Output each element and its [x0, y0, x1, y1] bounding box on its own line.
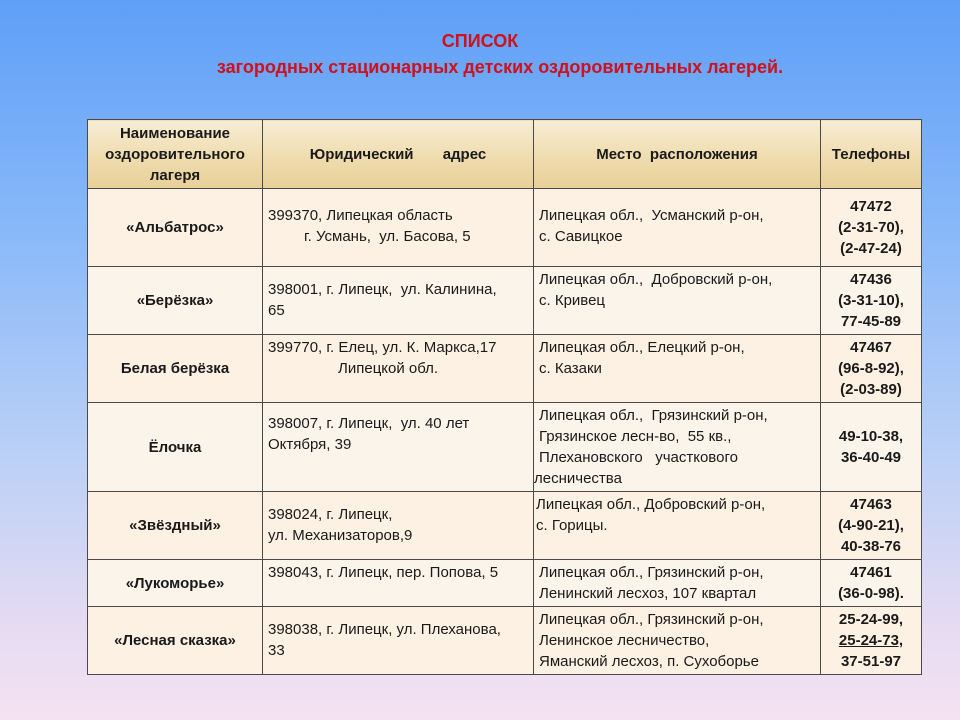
camp-phones: 49-10-38, 36-40-49: [821, 403, 922, 492]
camp-location: Липецкая обл., Усманский р-он, с. Савицкое: [534, 189, 821, 267]
header-address: Юридический адрес: [263, 120, 534, 189]
title-line-2: загородных стационарных детских оздоровительных лагерей.: [216, 57, 784, 77]
header-location: Место расположения: [534, 120, 821, 189]
table-row: [88, 560, 922, 607]
camp-name: Белая берёзка: [88, 335, 263, 403]
table-row: [88, 492, 922, 560]
camp-name: «Звёздный»: [88, 492, 263, 560]
table-row: [88, 335, 922, 403]
camp-phones: 47436 (3-31-10), 77-45-89: [821, 267, 922, 335]
camp-address: 399370, Липецкая область г. Усмань, ул. Басова, 5: [263, 189, 534, 267]
header-phones: Телефоны: [821, 120, 922, 189]
camp-address: 398001, г. Липецк, ул. Калинина, 65: [263, 267, 534, 335]
table-header-row: [88, 120, 922, 189]
camp-location: Липецкая обл., Добровский р-он, с. Горицы.: [534, 492, 821, 560]
camps-table: [87, 119, 922, 675]
camp-name: «Берёзка»: [88, 267, 263, 335]
camp-address: 398024, г. Липецк, ул. Механизаторов,9: [263, 492, 534, 560]
header-name: Наименование оздоровительного лагеря: [88, 120, 263, 189]
camp-location: Липецкая обл., Грязинский р-он, Ленинское лесничество, Яманский лесхоз, п. Сухоборье: [534, 607, 821, 675]
table-row: [88, 403, 922, 492]
table-row: [88, 189, 922, 267]
camp-phones: 47472 (2-31-70), (2-47-24): [821, 189, 922, 267]
camp-location: Липецкая обл., Грязинский р-он, Ленинский лесхоз, 107 квартал: [534, 560, 821, 607]
camp-phones: 47463 (4-90-21), 40-38-76: [821, 492, 922, 560]
camp-address: 398043, г. Липецк, пер. Попова, 5: [263, 560, 534, 607]
title-line-1: СПИСОК: [441, 31, 519, 51]
camp-address: 398007, г. Липецк, ул. 40 лет Октября, 39: [263, 403, 534, 492]
camp-phones: 47461 (36-0-98).: [821, 560, 922, 607]
camp-phones: 47467 (96-8-92), (2-03-89): [821, 335, 922, 403]
camp-phones: 25-24-99, 25-24-73, 37-51-97: [821, 607, 922, 675]
camp-name: «Лукоморье»: [88, 560, 263, 607]
camp-name: «Лесная сказка»: [88, 607, 263, 675]
page-title: [0, 28, 960, 80]
table-row: [88, 267, 922, 335]
camp-address: 399770, г. Елец, ул. К. Маркса,17 Липецкой обл.: [263, 335, 534, 403]
camp-location: Липецкая обл., Добровский р-он, с. Кривец: [534, 267, 821, 335]
camp-address: 398038, г. Липецк, ул. Плеханова, 33: [263, 607, 534, 675]
table-row: [88, 607, 922, 675]
camp-name: «Альбатрос»: [88, 189, 263, 267]
camp-name: Ёлочка: [88, 403, 263, 492]
camp-location: Липецкая обл., Грязинский р-он, Грязинское лесн-во, 55 кв., Плехановского участкового лесничества: [534, 403, 821, 492]
camp-location: Липецкая обл., Елецкий р-он, с. Казаки: [534, 335, 821, 403]
